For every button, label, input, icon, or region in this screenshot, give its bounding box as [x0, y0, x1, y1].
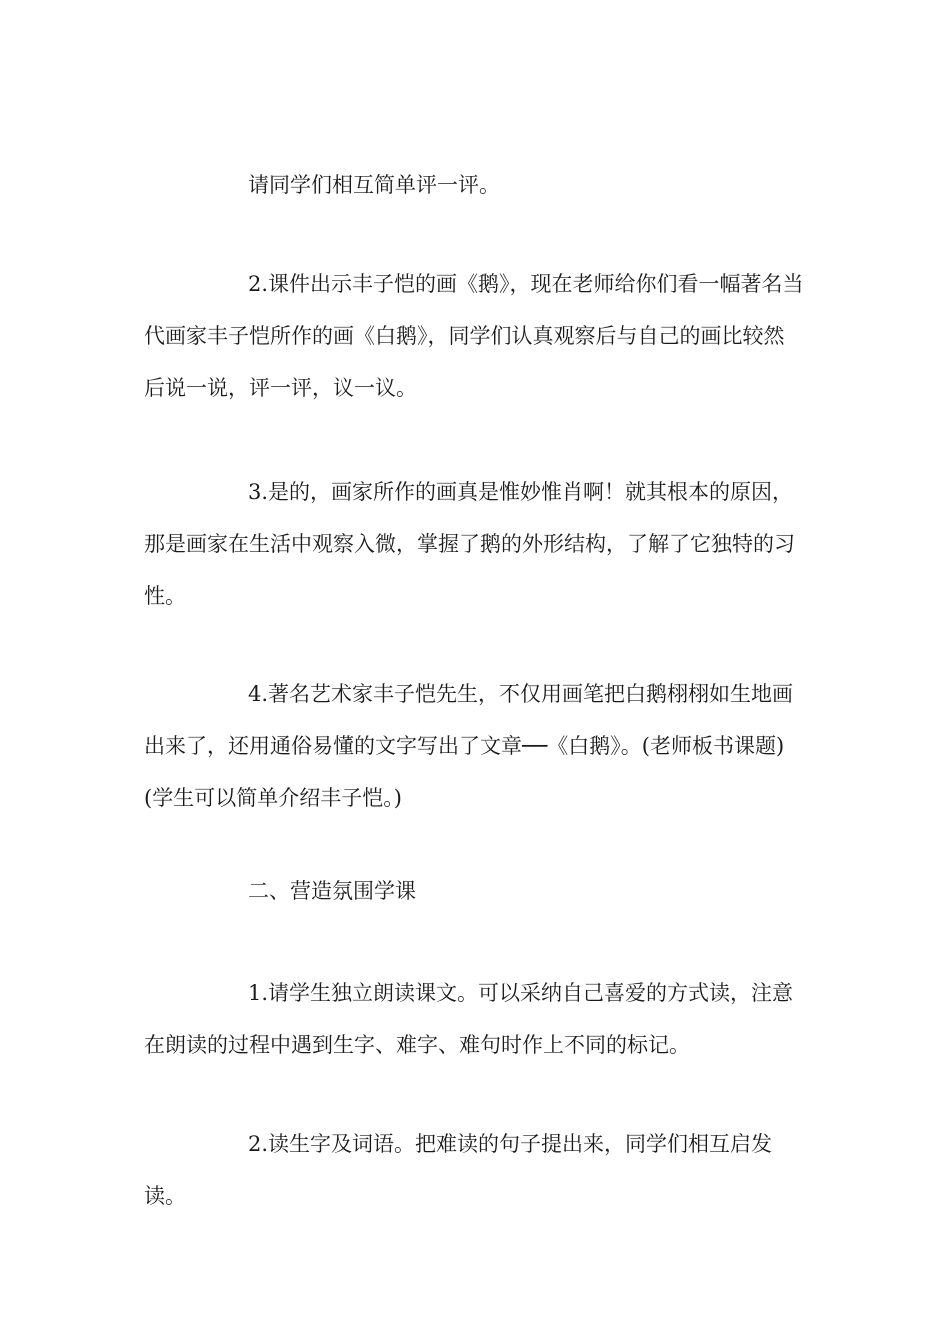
paragraph-peer-review: 请同学们相互简单评一评。 — [248, 173, 500, 197]
section-heading-atmosphere: 二、营造氛围学课 — [248, 879, 416, 903]
paragraph-item-1-reading: 1.请学生独立朗读课文。可以采纳自己喜爱的方式读，注意在朗读的过程中遇到生字、难字、难句时作上不同的标记。 — [144, 981, 794, 1057]
paragraph-item-3-observation: 3.是的，画家所作的画真是惟妙惟肖啊！就其根本的原因，那是画家在生活中观察入微，掌握了鹅的外形结构，了解了它独特的习性。 — [144, 480, 795, 608]
paragraph-item-2-vocabulary: 2.读生字及词语。把难读的句子提出来，同学们相互启发读。 — [144, 1132, 773, 1208]
paragraph-item-4-author: 4.著名艺术家丰子恺先生，不仅用画笔把白鹅栩栩如生地画出来了，还用通俗易懂的文字写出了文章──《白鹅》。(老师板书课题)(学生可以简单介绍丰子恺。) — [144, 682, 794, 810]
paragraph-item-2-painting: 2.课件出示丰子恺的画《鹅》，现在老师给你们看一幅著名当代画家丰子恺所作的画《白鹅》，同学们认真观察后与自己的画比较然后说一说，评一评，议一议。 — [144, 272, 804, 400]
